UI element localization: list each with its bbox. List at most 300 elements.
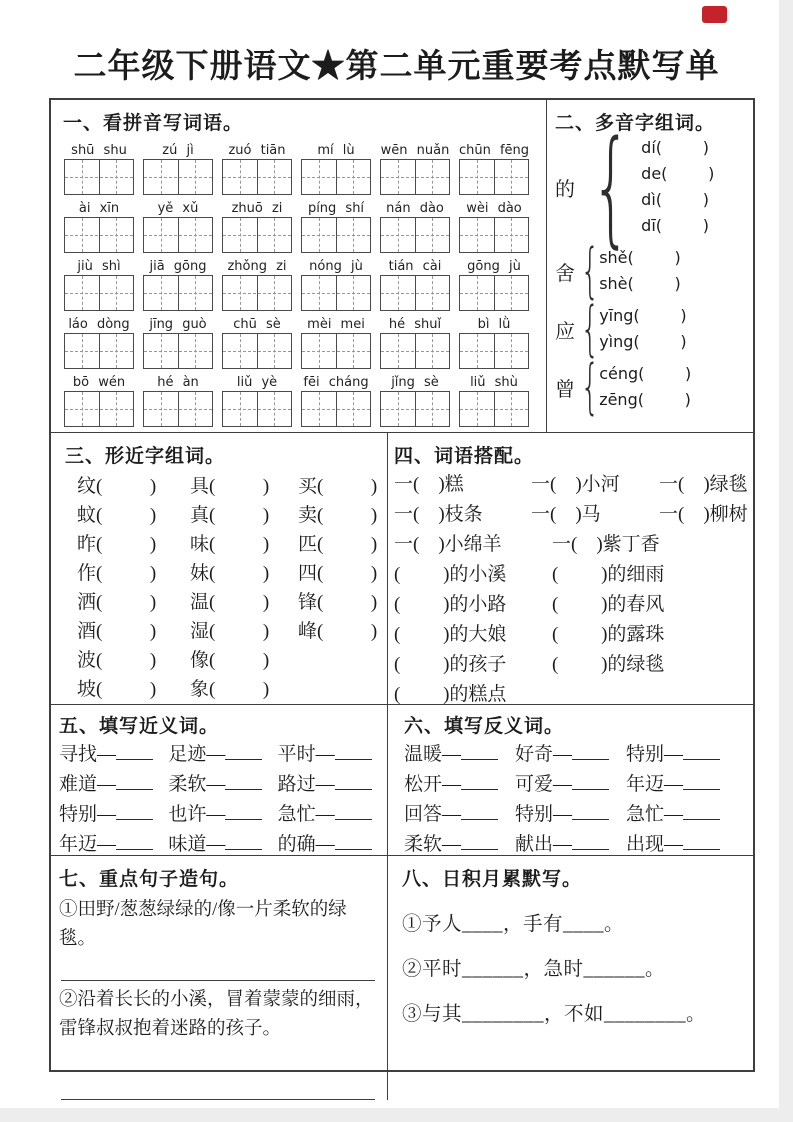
antonym-row (404, 800, 753, 830)
answer-blank (461, 805, 498, 820)
word-pair (168, 740, 277, 770)
pinyin-item (458, 200, 530, 253)
match-item: ( )的露珠 (552, 624, 665, 645)
readings-list (599, 361, 691, 413)
section-3-heading: 三、形近字组词。 (65, 446, 226, 467)
pinyin-label: zhuō zi (231, 201, 283, 216)
pinyin-item (221, 142, 293, 195)
antonym-row (404, 740, 753, 770)
sentence-2: ②沿着长长的小溪，冒着蒙蒙的细雨，雷锋叔叔抱着迷路的孩子。 (59, 990, 374, 1039)
synonym-row (59, 770, 387, 800)
grid-cell (178, 392, 213, 426)
pinyin-label: shū shu (71, 143, 127, 158)
writing-grid (301, 275, 371, 311)
pinyin-label: jiā gōng (149, 259, 207, 274)
word-label: 寻找— (59, 744, 117, 765)
word-pair (168, 800, 277, 830)
polyphone-char: 的 (555, 178, 575, 201)
word-match-row (394, 500, 753, 530)
recitation-item: ③与其________，不如________。 (402, 1004, 707, 1025)
word-pair (404, 800, 515, 830)
writing-grid (143, 333, 213, 369)
char-blank: 象( ) (190, 679, 270, 700)
page-edge-right (779, 0, 793, 1122)
grid-cell (381, 160, 415, 194)
grid-cell (144, 276, 178, 310)
pinyin-label: nán dào (386, 201, 444, 216)
grid-cell (415, 160, 450, 194)
word-label: 柔软— (168, 774, 226, 795)
word-pair (278, 740, 387, 770)
writing-grid (301, 217, 371, 253)
word-pair (515, 770, 626, 800)
match-item: 一( )小绵羊 (394, 534, 502, 555)
pinyin-item (63, 200, 135, 253)
pinyin-item (379, 258, 451, 311)
grid-cell (257, 276, 292, 310)
pinyin-item (221, 316, 293, 369)
pinyin-row (63, 200, 546, 253)
answer-blank (572, 835, 609, 850)
grid-cell (99, 218, 134, 252)
grid-cell (257, 392, 292, 426)
char-blank: 纹( ) (77, 476, 157, 497)
answer-blank (116, 805, 153, 820)
grid-cell (494, 392, 529, 426)
char-blank: 卖( ) (298, 505, 378, 526)
similar-char-row (65, 559, 387, 588)
match-item: ( )的春风 (552, 594, 665, 615)
answer-blank (572, 805, 609, 820)
char-blank: 昨( ) (77, 534, 157, 555)
section-sentences (51, 856, 388, 1100)
grid-cell (144, 160, 178, 194)
similar-char-row (65, 530, 387, 559)
similar-char-row (65, 501, 387, 530)
answer-blank (116, 775, 153, 790)
writing-grid (222, 159, 292, 195)
grid-cell (494, 218, 529, 252)
page-title: 二年级下册语文★第二单元重要考点默写单 (73, 49, 720, 85)
grid-cell (415, 276, 450, 310)
grid-cell (99, 392, 134, 426)
pinyin-item (458, 374, 530, 427)
grid-cell (415, 392, 450, 426)
pinyin-label: zú jì (162, 143, 194, 158)
section-word-match (388, 433, 753, 704)
writing-grid (64, 391, 134, 427)
pinyin-item (458, 316, 530, 369)
pinyin-item (300, 316, 372, 369)
grid-cell (99, 160, 134, 194)
word-pair (626, 800, 737, 830)
pinyin-label: mèi mei (307, 317, 365, 332)
match-item: ( )的绿毯 (552, 654, 665, 675)
word-label: 也许— (168, 804, 226, 825)
pinyin-item (379, 374, 451, 427)
grid-cell (415, 334, 450, 368)
writing-grid (64, 333, 134, 369)
grid-cell (223, 334, 257, 368)
writing-grid (459, 275, 529, 311)
writing-grid (143, 159, 213, 195)
pinyin-label: mí lù (317, 143, 355, 158)
grid-cell (144, 334, 178, 368)
word-label: 出现— (626, 834, 684, 855)
section-synonyms (51, 705, 388, 855)
pinyin-label: tián cài (388, 259, 442, 274)
char-blank: 具( ) (190, 476, 270, 497)
pinyin-label: jīng guò (149, 317, 207, 332)
word-label: 年迈— (626, 774, 684, 795)
match-item: 一( )枝条 (394, 504, 483, 525)
word-pair (515, 800, 626, 830)
similar-char-row (65, 588, 387, 617)
answer-blank (683, 835, 720, 850)
char-blank: 妹( ) (190, 563, 270, 584)
pinyin-item (300, 374, 372, 427)
char-blank: 波( ) (77, 650, 157, 671)
writing-grid (64, 217, 134, 253)
brace-icon: { (580, 235, 600, 306)
grid-cell (302, 218, 336, 252)
grid-cell (65, 392, 99, 426)
grid-cell (99, 334, 134, 368)
word-label: 回答— (404, 804, 462, 825)
word-match-row (394, 470, 753, 500)
answer-blank (335, 805, 372, 820)
grid-cell (460, 160, 494, 194)
grid-cell (336, 218, 371, 252)
writing-grid (459, 159, 529, 195)
brace-icon: { (591, 112, 632, 260)
word-label: 足迹— (168, 744, 226, 765)
answer-blank (225, 775, 262, 790)
grid-cell (223, 392, 257, 426)
match-item: 一( )糕 (394, 474, 464, 495)
grid-cell (336, 160, 371, 194)
reading-line: céng( ) (599, 364, 692, 383)
char-blank: 蚊( ) (77, 505, 157, 526)
section-1-heading: 一、看拼音写词语。 (63, 113, 244, 134)
brace-icon: { (580, 293, 600, 364)
writing-grid (301, 159, 371, 195)
pinyin-label: bì lǜ (477, 317, 511, 332)
word-match-row (394, 530, 753, 560)
word-pair (59, 740, 168, 770)
grid-cell (257, 218, 292, 252)
char-blank: 坡( ) (77, 679, 157, 700)
antonym-row (404, 770, 753, 800)
answer-blank (461, 745, 498, 760)
pinyin-label: nóng jù (309, 259, 363, 274)
answer-blank (225, 835, 262, 850)
reading-line: shě( ) (599, 248, 681, 267)
grid-cell (223, 160, 257, 194)
char-blank: 温( ) (190, 592, 270, 613)
pinyin-label: chū sè (233, 317, 281, 332)
section-polyphones (547, 100, 753, 432)
grid-cell (302, 276, 336, 310)
pinyin-label: gōng jù (467, 259, 521, 274)
writing-grid (143, 391, 213, 427)
word-pair (404, 770, 515, 800)
grid-cell (381, 392, 415, 426)
writing-grid (380, 333, 450, 369)
grid-cell (178, 160, 213, 194)
word-label: 松开— (404, 774, 462, 795)
section-5-heading: 五、填写近义词。 (59, 716, 220, 737)
synonym-row (59, 740, 387, 770)
grid-cell (144, 392, 178, 426)
writing-grid (459, 391, 529, 427)
writing-grid (143, 217, 213, 253)
polyphone-char: 曾 (555, 378, 575, 401)
pinyin-label: láo dòng (68, 317, 130, 332)
word-match-row (394, 560, 753, 590)
pinyin-item (63, 142, 135, 195)
grid-cell (178, 276, 213, 310)
answer-blank (335, 745, 372, 760)
pinyin-item (300, 258, 372, 311)
grid-cell (336, 276, 371, 310)
match-item: ( )的糕点 (394, 684, 507, 705)
char-blank: 四( ) (298, 563, 378, 584)
answer-blank (116, 745, 153, 760)
pinyin-label: wēn nuǎn (380, 143, 450, 158)
answer-blank (572, 745, 609, 760)
grid-cell (460, 334, 494, 368)
writing-grid (64, 159, 134, 195)
grid-cell (257, 160, 292, 194)
word-label: 难道— (59, 774, 117, 795)
word-label: 味道— (168, 834, 226, 855)
pinyin-label: zuó tiān (228, 143, 286, 158)
pinyin-label: hé àn (157, 375, 199, 390)
word-pair (404, 740, 515, 770)
reading-line: zēng( ) (599, 390, 691, 409)
word-label: 温暖— (404, 744, 462, 765)
writing-grid (380, 217, 450, 253)
section-7-heading: 七、重点句子造句。 (59, 869, 240, 890)
answer-rule-line (61, 1070, 375, 1071)
pinyin-item (221, 374, 293, 427)
table-row-4 (51, 855, 753, 1100)
answer-blank (116, 835, 153, 850)
word-label: 柔软— (404, 834, 462, 855)
writing-grid (301, 333, 371, 369)
word-pair (59, 770, 168, 800)
polyphone-char: 应 (555, 320, 575, 343)
word-label: 急忙— (277, 804, 335, 825)
pinyin-label: liǔ shù (470, 375, 518, 390)
similar-char-row (65, 646, 387, 675)
match-item: ( )的细雨 (552, 564, 665, 585)
char-blank: 洒( ) (77, 592, 157, 613)
reading-line: dí( ) (641, 138, 709, 157)
reading-line: yìng( ) (599, 332, 687, 351)
sentence-1: ①田野/葱葱绿绿的/像一片柔软的绿毯。 (59, 900, 347, 949)
char-blank: 像( ) (190, 650, 270, 671)
grid-cell (381, 334, 415, 368)
word-pair (278, 770, 387, 800)
match-item: 一( )绿毯 (659, 474, 748, 495)
answer-blank (572, 775, 609, 790)
answer-blank (683, 805, 720, 820)
pinyin-item (142, 374, 214, 427)
grid-cell (144, 218, 178, 252)
pinyin-item (300, 200, 372, 253)
section-6-heading: 六、填写反义词。 (404, 716, 565, 737)
section-8-heading: 八、日积月累默写。 (402, 869, 583, 890)
grid-cell (99, 276, 134, 310)
grid-cell (302, 392, 336, 426)
answer-blank (683, 775, 720, 790)
grid-cell (178, 218, 213, 252)
word-label: 特别— (515, 804, 573, 825)
grid-cell (65, 218, 99, 252)
word-label: 特别— (59, 804, 117, 825)
char-blank: 味( ) (190, 534, 270, 555)
polyphone-group (555, 351, 751, 422)
word-label: 平时— (277, 744, 335, 765)
grid-cell (65, 160, 99, 194)
pinyin-item (379, 316, 451, 369)
writing-grid (64, 275, 134, 311)
writing-grid (380, 391, 450, 427)
polyphone-char: 舍 (555, 262, 575, 285)
pinyin-label: chūn fēng (458, 143, 530, 158)
match-item: 一( )小河 (531, 474, 620, 495)
pinyin-item (63, 258, 135, 311)
char-blank: 作( ) (77, 563, 157, 584)
word-pair (59, 800, 168, 830)
grid-cell (223, 276, 257, 310)
char-blank: 匹( ) (298, 534, 378, 555)
word-match-row (394, 620, 753, 650)
pinyin-label: bō wén (72, 375, 126, 390)
section-antonyms (388, 705, 753, 855)
readings-list (599, 303, 686, 355)
red-badge-icon (702, 6, 727, 23)
answer-rule-line (61, 1099, 375, 1100)
grid-cell (460, 218, 494, 252)
pinyin-item (63, 374, 135, 427)
match-item: ( )的小路 (394, 594, 507, 615)
similar-char-row (65, 675, 387, 704)
similar-char-row (65, 472, 387, 501)
synonym-row (59, 800, 387, 830)
writing-grid (222, 275, 292, 311)
pinyin-item (142, 316, 214, 369)
grid-cell (494, 276, 529, 310)
pinyin-item (63, 316, 135, 369)
grid-cell (336, 392, 371, 426)
answer-blank (225, 745, 262, 760)
answer-blank (335, 775, 372, 790)
reading-line: shè( ) (599, 274, 681, 293)
writing-grid (380, 159, 450, 195)
pinyin-item (379, 142, 451, 195)
word-match-row (394, 650, 753, 680)
word-pair (626, 740, 737, 770)
match-item: 一( )紫丁香 (552, 534, 660, 555)
section-recitation (388, 856, 753, 1100)
pinyin-label: píng shí (307, 201, 365, 216)
grid-cell (494, 160, 529, 194)
answer-blank (335, 835, 372, 850)
writing-grid (459, 333, 529, 369)
grid-cell (178, 334, 213, 368)
word-label: 献出— (515, 834, 573, 855)
grid-cell (494, 334, 529, 368)
word-label: 特别— (626, 744, 684, 765)
section-2-heading: 二、多音字组词。 (555, 113, 716, 134)
match-item: 一( )柳树 (659, 504, 748, 525)
pinyin-row (63, 316, 546, 369)
reading-line: yīng( ) (599, 306, 687, 325)
word-label: 急忙— (626, 804, 684, 825)
pinyin-label: liǔ yè (236, 375, 278, 390)
writing-grid (222, 391, 292, 427)
pinyin-item (221, 258, 293, 311)
match-item: ( )的小溪 (394, 564, 507, 585)
char-blank: 峰( ) (298, 621, 378, 642)
match-item: ( )的孩子 (394, 654, 507, 675)
grid-cell (65, 334, 99, 368)
answer-blank (461, 775, 498, 790)
pinyin-row (63, 258, 546, 311)
polyphone-group (555, 235, 751, 306)
word-pair (168, 770, 277, 800)
pinyin-label: wèi dào (466, 201, 522, 216)
word-label: 的确— (277, 834, 335, 855)
word-pair (626, 770, 737, 800)
pinyin-label: zhǒng zi (227, 259, 287, 274)
grid-cell (381, 276, 415, 310)
grid-cell (257, 334, 292, 368)
writing-grid (143, 275, 213, 311)
char-blank: 买( ) (298, 476, 378, 497)
word-pair (515, 740, 626, 770)
pinyin-label: ài xīn (78, 201, 120, 216)
pinyin-item (379, 200, 451, 253)
answer-blank (461, 835, 498, 850)
grid-cell (302, 160, 336, 194)
word-pair (278, 800, 387, 830)
grid-cell (460, 276, 494, 310)
table-row-1 (51, 100, 753, 432)
section-4-heading: 四、词语搭配。 (394, 446, 535, 467)
pinyin-label: hé shuǐ (388, 317, 442, 332)
grid-cell (381, 218, 415, 252)
answer-blank (225, 805, 262, 820)
table-row-3 (51, 704, 753, 855)
match-item: ( )的大娘 (394, 624, 507, 645)
pinyin-label: jiù shì (77, 259, 121, 274)
pinyin-item (142, 258, 214, 311)
grid-cell (460, 392, 494, 426)
pinyin-item (142, 200, 214, 253)
char-blank: 湿( ) (190, 621, 270, 642)
answer-blank (683, 745, 720, 760)
pinyin-row (63, 374, 546, 427)
word-label: 好奇— (515, 744, 573, 765)
pinyin-item (142, 142, 214, 195)
page-edge-bottom (0, 1108, 793, 1122)
brace-icon: { (580, 351, 600, 422)
reading-line: dī( ) (641, 216, 709, 235)
